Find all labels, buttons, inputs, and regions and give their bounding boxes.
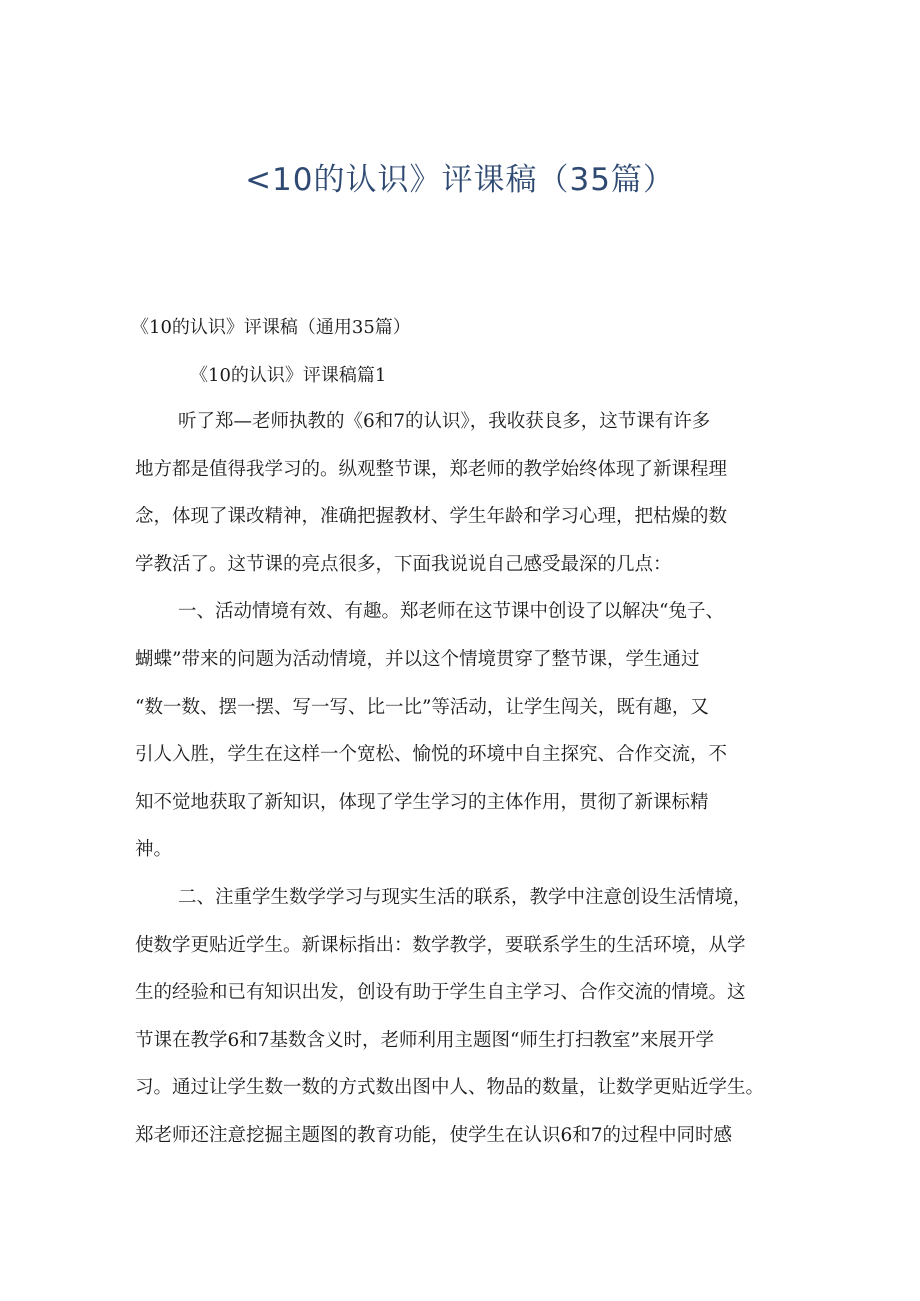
- paragraph-line: 神。: [135, 839, 173, 860]
- paragraph-line: 念，体现了课改精神，准确把握教材、学生年龄和学习心理，把枯燥的数: [135, 506, 728, 527]
- section-heading: 《10的认识》评课稿篇1: [190, 365, 387, 386]
- paragraph-line: 二、注重学生数学学习与现实生活的联系，教学中注意创设生活情境，: [178, 887, 752, 908]
- document-subtitle: 《10的认识》评课稿（通用35篇）: [131, 317, 411, 338]
- paragraph-line: “数一数、摆一摆、写一写、比一比”等活动，让学生闯关，既有趣，又: [135, 697, 709, 718]
- paragraph-line: 生的经验和已有知识出发，创设有助于学生自主学习、合作交流的情境。这: [135, 982, 746, 1003]
- paragraph-line: 节课在教学6和7基数含义时，老师利用主题图“师生打扫教室”来展开学: [135, 1030, 714, 1051]
- paragraph-line: 习。通过让学生数一数的方式数出图中人、物品的数量，让数学更贴近学生。: [135, 1077, 765, 1098]
- paragraph-line: 听了郑—老师执教的《6和7的认识》，我收获良多，这节课有许多: [178, 411, 711, 432]
- paragraph-line: 知不觉地获取了新知识，体现了学生学习的主体作用，贯彻了新课标精: [135, 792, 709, 813]
- paragraph-line: 学教活了。这节课的亮点很多，下面我说说自己感受最深的几点：: [135, 554, 672, 575]
- paragraph-line: 郑老师还注意挖掘主题图的教育功能，使学生在认识6和7的过程中同时感: [135, 1125, 733, 1146]
- paragraph-line: 使数学更贴近学生。新课标指出：数学教学，要联系学生的生活环境，从学: [135, 935, 746, 956]
- paragraph-line: 地方都是值得我学习的。纵观整节课，郑老师的教学始终体现了新课程理: [135, 459, 728, 480]
- paragraph-line: 一、活动情境有效、有趣。郑老师在这节课中创设了以解决“兔子、: [178, 601, 724, 622]
- document-title: <10的认识》评课稿（35篇）: [245, 162, 675, 198]
- paragraph-line: 蝴蝶”带来的问题为活动情境，并以这个情境贯穿了整节课，学生通过: [135, 649, 700, 670]
- paragraph-line: 引人入胜，学生在这样一个宽松、愉悦的环境中自主探究、合作交流，不: [135, 744, 728, 765]
